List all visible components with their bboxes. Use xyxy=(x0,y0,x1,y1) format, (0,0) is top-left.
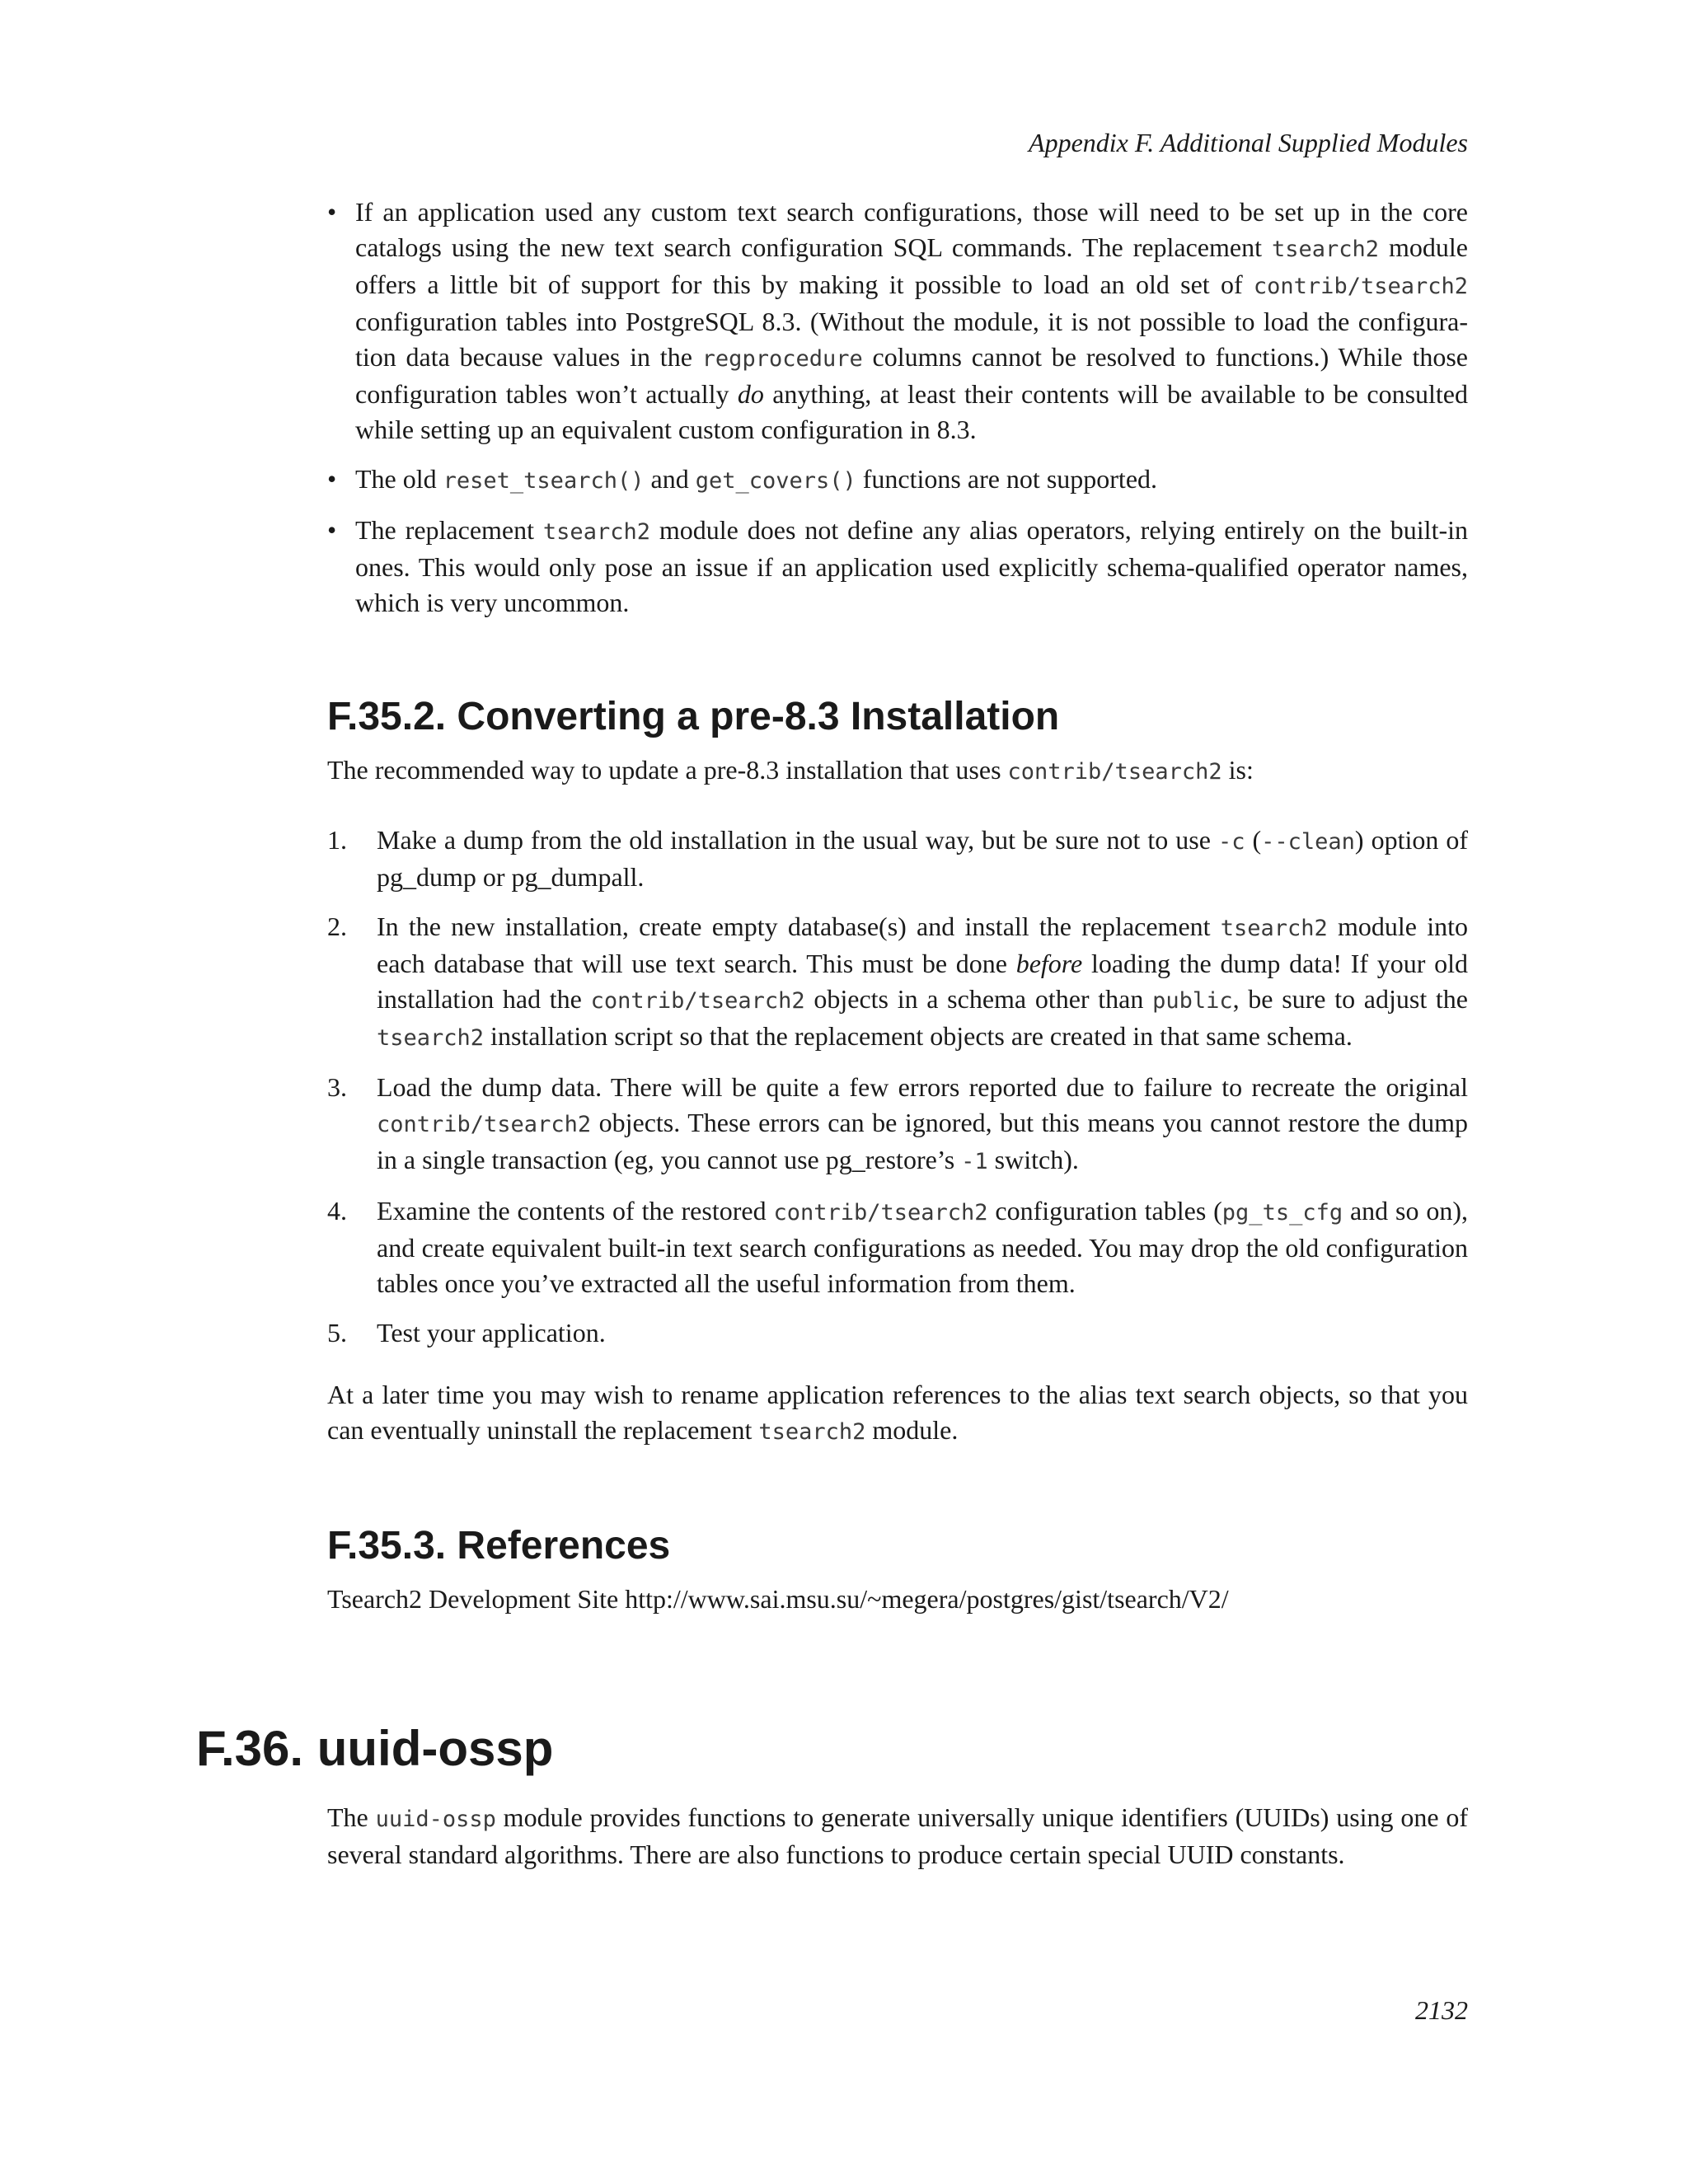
text: ( xyxy=(1245,825,1262,855)
step-item xyxy=(327,823,1468,895)
steps-list xyxy=(327,823,1468,1351)
text: is: xyxy=(1221,755,1254,785)
text: module into each database that will use text search. This must be done xyxy=(377,912,1469,978)
code: uuid-ossp xyxy=(375,1807,496,1832)
chapter-heading: F.36. uuid-ossp xyxy=(196,1721,554,1776)
code: regprocedure xyxy=(701,346,863,372)
reference-text: Tsearch2 Development Site http://www.sai.msu.su/~megera/postgres/gist/tsearch/V2/ xyxy=(327,1584,1229,1614)
chapter-intro xyxy=(327,1800,1468,1872)
bullet-mark: • xyxy=(327,515,337,545)
text: module provides functions to generate universally unique identifiers (UUIDs) using one of several standard algorithms. There are also functions to produce certain special UUID constants. xyxy=(327,1802,1469,1869)
code: -1 xyxy=(961,1149,988,1174)
emphasis: do xyxy=(737,379,764,409)
bullet-mark: • xyxy=(327,197,337,227)
text: module does not define any alias operators, relying entirely on the built-in ones. This would only pose an issue if an application used explicitly schema-qualified operator names, which is very uncommon. xyxy=(355,515,1469,617)
text: The xyxy=(327,1802,376,1832)
text: In the new installation, create empty database(s) and install the replacement xyxy=(377,912,1221,941)
text: configuration tables ( xyxy=(987,1196,1222,1226)
text: loading the dump data! If your old installation had the xyxy=(377,949,1469,1014)
step-number: 4. xyxy=(327,1196,347,1226)
text: The old xyxy=(355,464,443,494)
code: reset_tsearch() xyxy=(443,468,645,494)
step-number: 3. xyxy=(327,1072,347,1102)
section-heading: F.35.3. References xyxy=(327,1524,671,1568)
text: Load the dump data. There will be quite a few errors reported due to failure to recreate the original xyxy=(377,1072,1468,1102)
text: installation script so that the replacement objects are created in that same schema. xyxy=(484,1021,1353,1051)
text: functions are not supported. xyxy=(856,464,1158,494)
text: configuration tables into PostgreSQL 8.3. (Without the module, it is not possible to load the configura-tion data because values in the xyxy=(355,307,1468,372)
text: At a later time you may wish to rename application references to the alias text search objects, so that you can eventually uninstall the replacement xyxy=(327,1380,1468,1445)
text: , be sure to adjust the xyxy=(1232,984,1469,1014)
text: Test your application. xyxy=(377,1318,606,1347)
code: public xyxy=(1152,988,1233,1014)
list-item xyxy=(327,462,1468,499)
text: objects in a schema other than xyxy=(804,984,1153,1014)
step-number: 5. xyxy=(327,1318,347,1347)
text: anything, at least their contents will be available to be consulted while setting up an equivalent custom configuration in 8.3. xyxy=(355,379,1469,444)
code: tsearch2 xyxy=(1271,237,1380,262)
text: module offers a little bit of support for this by making it possible to load an old set of xyxy=(355,232,1469,299)
code: get_covers() xyxy=(695,468,856,494)
page-number: 2132 xyxy=(1415,1995,1468,2025)
bullet-mark: • xyxy=(327,464,337,494)
text: The recommended way to update a pre-8.3 installation that uses xyxy=(327,755,1008,785)
code: tsearch2 xyxy=(377,1025,485,1051)
closing-paragraph xyxy=(327,1377,1468,1450)
text: module. xyxy=(865,1415,959,1445)
text: and xyxy=(644,464,696,494)
step-item xyxy=(327,1070,1468,1179)
code: contrib/tsearch2 xyxy=(1253,274,1468,299)
text: The replacement xyxy=(355,515,543,545)
text: If an application used any custom text search configurations, those will need to be set up in the core catalogs using the new text search configuration SQL commands. The replacement xyxy=(355,197,1468,262)
text: Examine the contents of the restored xyxy=(377,1196,774,1226)
bullet-list xyxy=(327,194,1468,621)
step-number: 1. xyxy=(327,825,347,855)
emphasis: before xyxy=(1015,949,1083,978)
section-intro xyxy=(327,752,1468,790)
code: --clean xyxy=(1261,829,1355,855)
text: columns cannot be resolved to functions.) While those configuration tables won’t actually xyxy=(355,342,1469,409)
step-number: 2. xyxy=(327,912,347,941)
main-content xyxy=(327,194,1468,1617)
section-heading: F.35.2. Converting a pre-8.3 Installation xyxy=(327,695,1060,738)
step-item xyxy=(327,909,1468,1056)
code: contrib/tsearch2 xyxy=(773,1200,988,1226)
code: tsearch2 xyxy=(542,519,650,545)
step-item xyxy=(327,1193,1468,1301)
list-item xyxy=(327,513,1468,621)
text: and so on), and create equivalent built-in text search configurations as needed. You may drop the old configuration tables once you’ve extracted all the useful information from them. xyxy=(377,1196,1468,1298)
running-header: Appendix F. Additional Supplied Modules xyxy=(1029,128,1468,157)
code: -c xyxy=(1217,829,1245,855)
step-item xyxy=(327,1315,1468,1351)
code: contrib/tsearch2 xyxy=(1007,759,1222,785)
code: contrib/tsearch2 xyxy=(377,1112,592,1137)
text: switch). xyxy=(987,1145,1079,1174)
text: objects. These errors can be ignored, but this means you cannot restore the dump in a single transaction (eg, you cannot use pg_restore’s xyxy=(377,1108,1468,1174)
code: tsearch2 xyxy=(758,1419,866,1445)
list-item xyxy=(327,194,1468,448)
code: contrib/tsearch2 xyxy=(590,988,805,1014)
text: Make a dump from the old installation in the usual way, but be sure not to use xyxy=(377,825,1218,855)
code: pg_ts_cfg xyxy=(1221,1200,1343,1226)
text: ) option of pg_dump or pg_dumpall. xyxy=(377,825,1469,892)
code: tsearch2 xyxy=(1220,916,1328,941)
